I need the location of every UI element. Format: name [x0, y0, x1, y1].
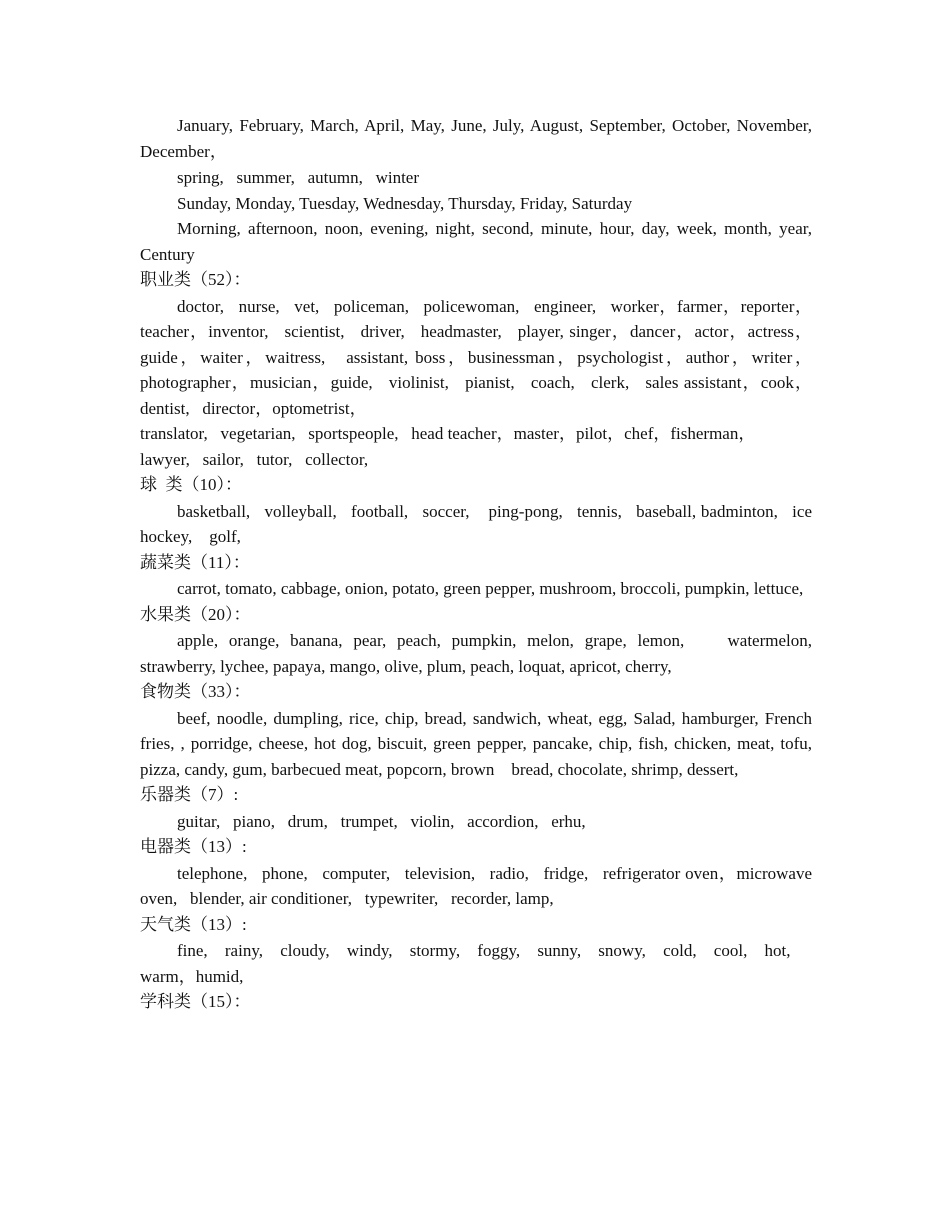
food-paragraph: beef, noodle, dumpling, rice, chip, bread, sandwich, wheat, egg, Salad, hamburger, French fries, , porridge, cheese, hot dog, biscuit, green pepper, pancake, chip, fish, chicken, meat, tofu, pizza, candy, gum, barbecued meat, popcorn, brown bread, chocolate, shrimp, dessert, — [140, 708, 812, 779]
occupations-heading: 职业类（52）： — [140, 270, 251, 289]
weekdays-paragraph: Sunday, Monday, Tuesday, Wednesday, Thursday, Friday, Saturday — [177, 193, 633, 213]
vegetables-paragraph: carrot, tomato, cabbage, onion, potato, green pepper, mushroom, broccoli, pumpkin, lettuce, — [177, 579, 804, 598]
fruits-heading: 水果类（20）： — [140, 604, 251, 624]
months-paragraph: January, February, March, April, May, June, July, August, September, October, November, December， — [140, 116, 812, 161]
occupations-paragraph: doctor, nurse, vet, policeman, policewoman, engineer, worker，farmer，reporter，teacher，inventor, scientist, driver, headmaster, player, singer，dancer，actor，actress，guide，waiter，waitress, assistant, boss，businessman，psychologist，author，writer，photographer，musician，guide, violinist, pianist, coach, clerk, sales assistant，cook，dentist, director，optometrist， — [140, 296, 812, 418]
fruits-paragraph: apple, orange, banana, pear, peach, pumpkin, melon, grape, lemon, watermelon, strawberry, lychee, papaya, mango, olive, plum, peach, loquat, apricot, cherry, — [140, 631, 812, 676]
seasons-paragraph: spring, summer, autumn, winter — [177, 168, 420, 187]
occupations-continued-paragraph: translator, vegetarian, sportspeople, head teacher，master，pilot，chef，fisherman，lawyer, sailor, tutor, collector, — [140, 424, 756, 469]
weather-paragraph: fine, rainy, cloudy, windy, stormy, foggy, sunny, snowy, cold, cool, hot, warm，humid, — [140, 941, 812, 986]
weather-heading: 天气类（13）: — [140, 914, 247, 934]
instruments-heading: 乐器类（7）: — [140, 785, 239, 804]
subjects-heading: 学科类（15）： — [140, 992, 251, 1011]
appliances-heading: 电器类（13）: — [140, 837, 247, 856]
ball-games-heading: 球 类（10）： — [140, 475, 242, 494]
vegetables-heading: 蔬菜类（11）： — [140, 552, 250, 572]
document-page — [140, 113, 812, 1015]
appliances-paragraph: telephone, phone, computer, television, radio, fridge, refrigerator oven，microwave oven, blender, air conditioner, typewriter, recorder, lamp, — [140, 863, 812, 908]
ball-games-paragraph: basketball, volleyball, football, soccer, ping-pong, tennis, baseball, badminton, ice hockey, golf, — [140, 501, 812, 546]
food-heading: 食物类（33）： — [140, 682, 251, 701]
time-words-paragraph: Morning, afternoon, noon, evening, night, second, minute, hour, day, week, month, year, Century — [140, 219, 812, 264]
instruments-paragraph: guitar, piano, drum, trumpet, violin, accordion, erhu, — [177, 811, 586, 831]
